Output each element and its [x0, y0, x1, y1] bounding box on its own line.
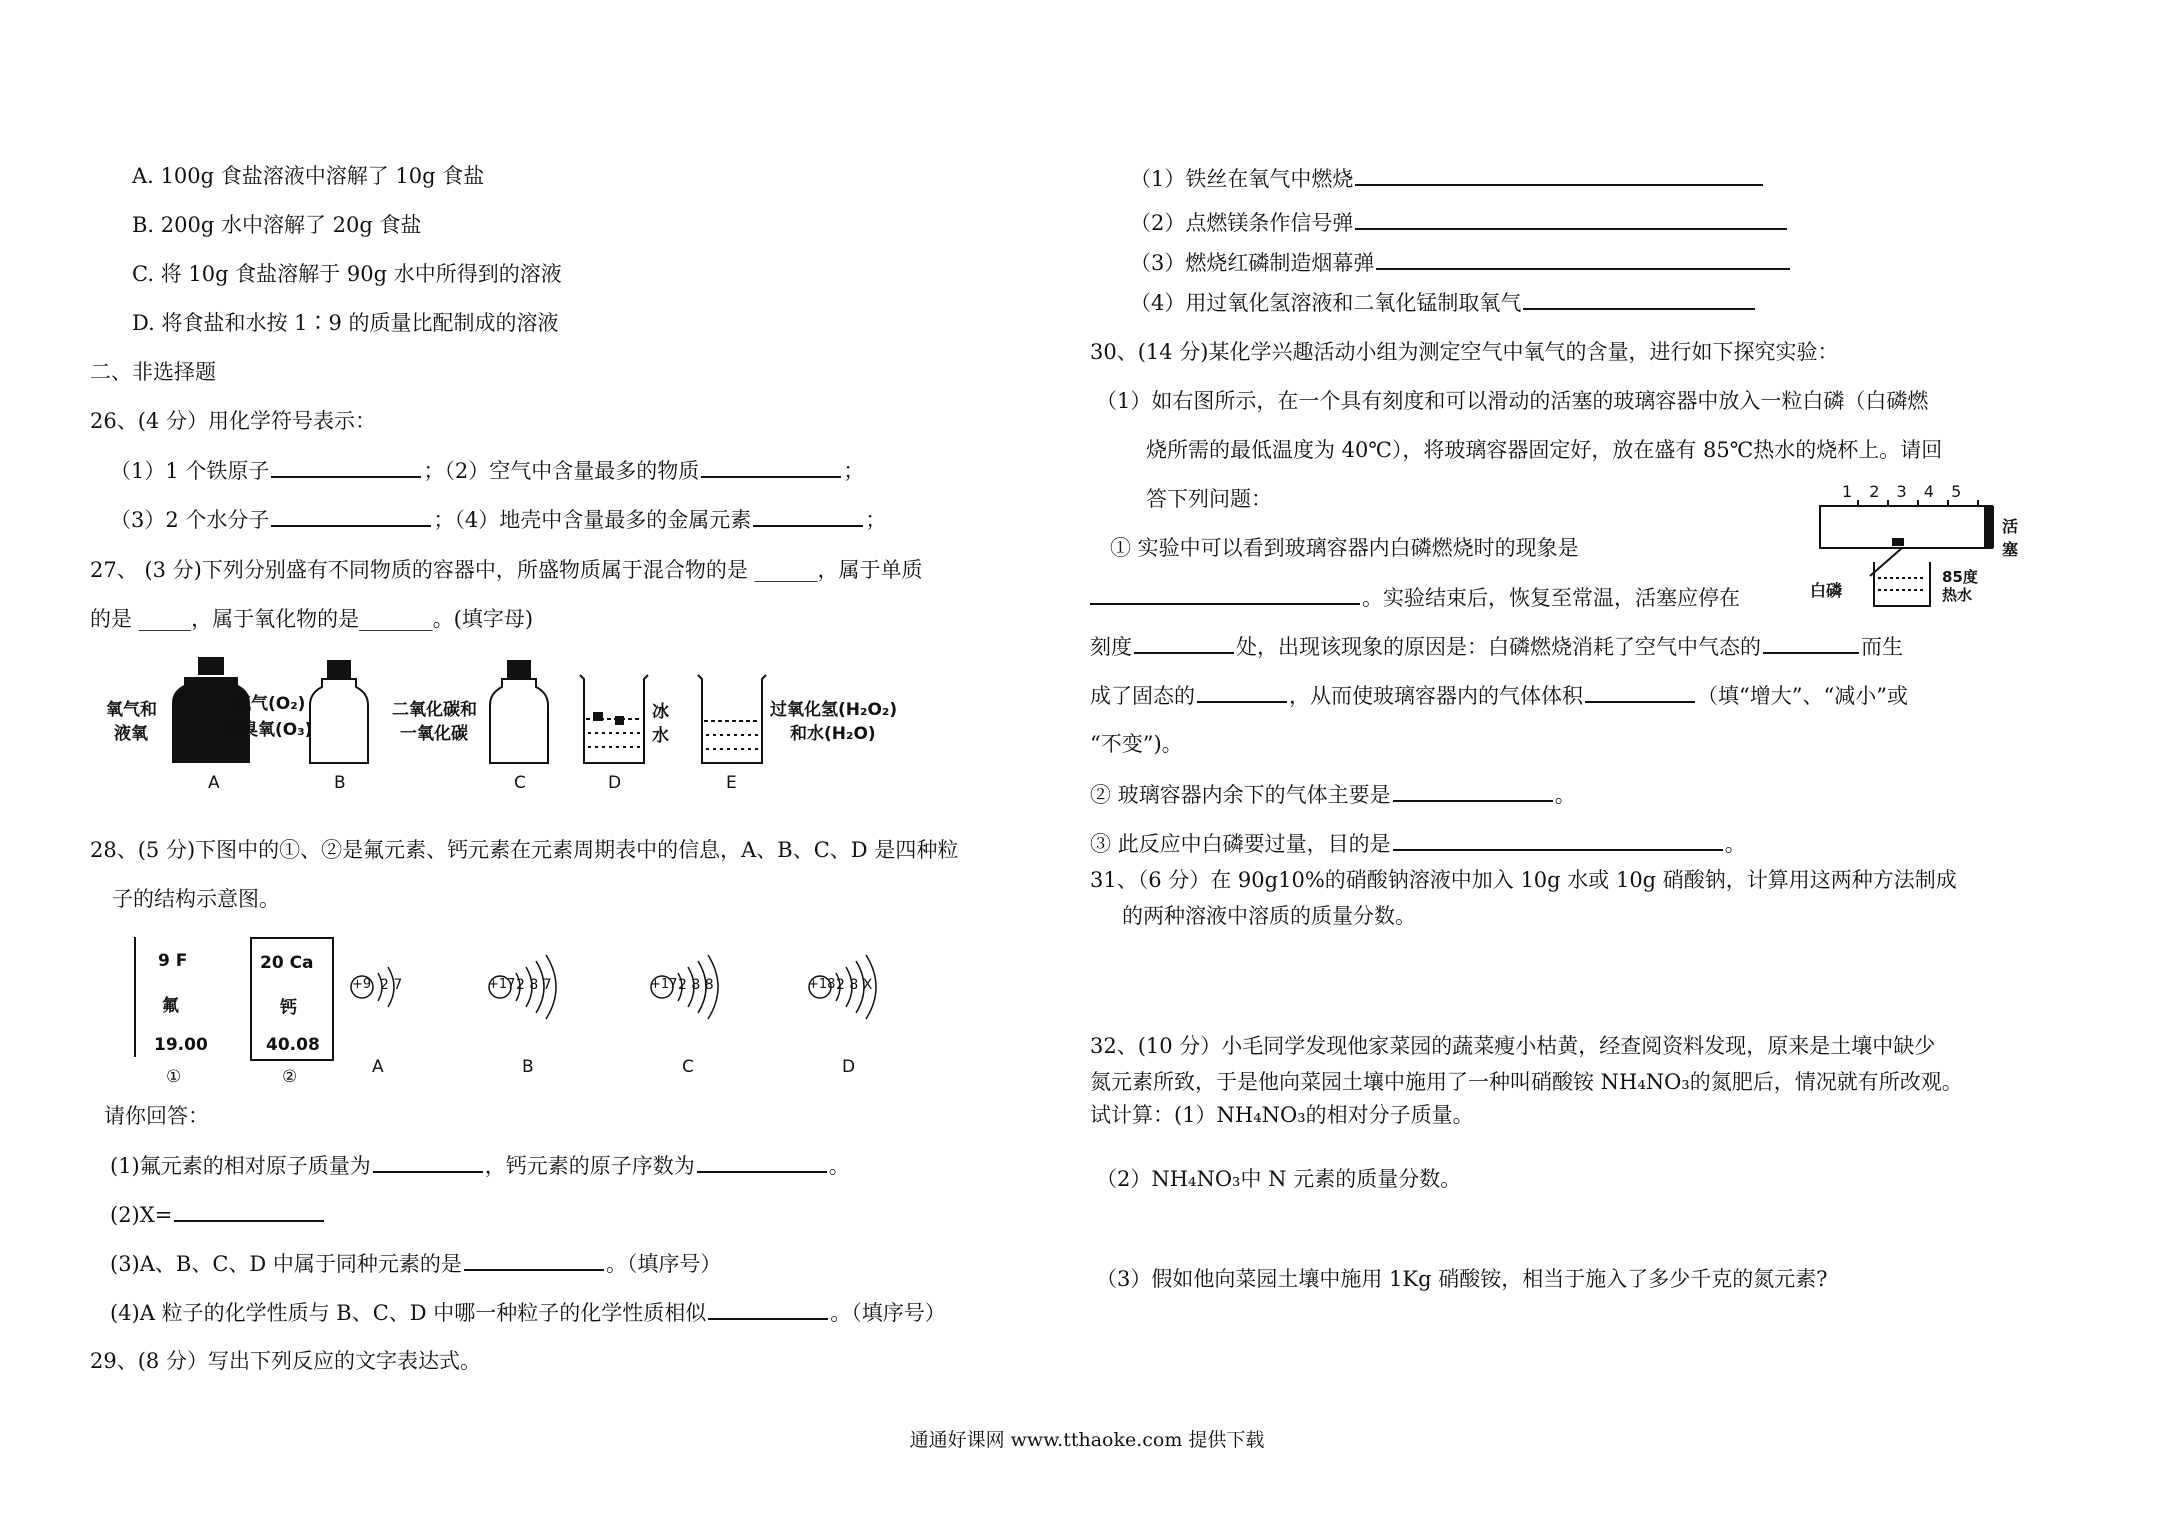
- answer-blank[interactable]: [1393, 829, 1723, 851]
- atom-d-label: D: [842, 1057, 856, 1077]
- atom-d-nucleus: +18: [808, 977, 836, 992]
- beaker-e: [698, 675, 766, 763]
- q30-s1: ① 实验中可以看到玻璃容器内白磷燃烧时的现象是: [1110, 536, 1579, 560]
- q30-s1e: “不变”)。: [1090, 732, 1183, 756]
- answer-blank[interactable]: [1355, 208, 1787, 230]
- cell2-top: 20 Ca: [260, 953, 314, 973]
- q28-a4-text2: 。（填序号）: [830, 1301, 946, 1325]
- q32-line3: 试计算：(1）NH₄NO₃的相对分子质量。: [1090, 1103, 1474, 1127]
- atom-a-nucleus: +9: [352, 977, 372, 992]
- q29-title: 29、(8 分）写出下列反应的文字表达式。: [90, 1349, 481, 1373]
- answer-blank[interactable]: [1523, 288, 1755, 310]
- water-label-1: 85度: [1942, 568, 1978, 586]
- cell1-mass: 19.00: [154, 1035, 208, 1055]
- q26-part3: （3）2 个水分子: [110, 508, 270, 532]
- section-heading: 二、非选择题: [90, 360, 216, 384]
- answer-blank[interactable]: [271, 505, 431, 527]
- apparatus-svg: [1810, 478, 2030, 618]
- q30-title: 30、(14 分)某化学兴趣活动小组为测定空气中氧气的含量，进行如下探究实验：: [1090, 340, 1839, 364]
- container-e-text2: 和水(H₂O): [790, 724, 876, 744]
- container-c-label: C: [514, 773, 526, 793]
- bottle-c: [490, 661, 548, 763]
- q28-figure: [130, 935, 890, 1095]
- q28-ask: 请你回答：: [104, 1104, 209, 1128]
- container-d-label: D: [608, 773, 622, 793]
- q32-line2: 氮元素所致，于是他向菜园土壤中施用了一种叫硝酸铵 NH₄NO₃的氮肥后，情况就有所改观。: [1090, 1070, 1963, 1094]
- q26-part1: （1）1 个铁原子: [110, 459, 270, 483]
- q26-title: 26、(4 分）用化学符号表示：: [90, 409, 376, 433]
- answer-blank[interactable]: [1376, 248, 1790, 270]
- q28-a1-text2: ，钙元素的原子序数为: [484, 1154, 695, 1178]
- container-d-text2: 水: [652, 726, 669, 746]
- q28-line1: 28、(5 分)下图中的①、②是氟元素、钙元素在元素周期表中的信息，A、B、C、D 是四种粒: [90, 838, 959, 862]
- container-b-text2: 和臭氧(O₃): [224, 720, 313, 740]
- q29-item3-text: （3）燃烧红磷制造烟幕弹: [1130, 251, 1375, 275]
- container-b-text1: 氧气(O₂): [234, 694, 306, 714]
- container-a-label: A: [208, 773, 220, 793]
- q30-s1d-line: [1090, 681, 1908, 710]
- answer-blank[interactable]: [708, 1298, 828, 1320]
- q30-s1c-b: 处，出现该现象的原因是：白磷燃烧消耗了空气中气态的: [1236, 635, 1761, 659]
- cell2-num: ②: [282, 1067, 298, 1087]
- beaker-d: [580, 675, 648, 763]
- answer-blank[interactable]: [1134, 632, 1234, 654]
- scale-numbers: 1 2 3 4 5: [1842, 482, 1968, 501]
- q30-s3: [1090, 829, 1746, 858]
- q28-line2: 子的结构示意图。: [112, 887, 280, 911]
- q25-option-c: C. 将 10g 食盐溶解于 90g 水中所得到的溶液: [132, 262, 562, 286]
- cell2-mass: 40.08: [266, 1035, 320, 1055]
- q27-line2: 的是 _____，属于氧化物的是_______。(填字母): [90, 607, 534, 631]
- q30-apparatus-figure: [1810, 478, 2030, 618]
- q31-line2: 的两种溶液中溶质的质量分数。: [1122, 904, 1416, 928]
- q26-line2: [110, 505, 886, 534]
- page-footer: 通通好课网 www.tthaoke.com 提供下载: [909, 1429, 1265, 1451]
- container-e-text1: 过氧化氢(H₂O₂): [770, 700, 898, 720]
- punct: 。: [1724, 832, 1746, 856]
- q30-s3-text: ③ 此反应中白磷要过量，目的是: [1090, 832, 1391, 856]
- container-b-label: B: [334, 773, 346, 793]
- q25-option-b: B. 200g 水中溶解了 20g 食盐: [132, 213, 422, 237]
- piston-label: 活塞: [2002, 517, 2019, 559]
- q25-option-d: D. 将食盐和水按 1∶9 的质量比配制成的溶液: [132, 311, 559, 335]
- q29-item3: [1130, 248, 1792, 277]
- atom-b-shells: 2 8 7: [516, 977, 552, 993]
- q28-a2: [110, 1200, 326, 1229]
- q30-s1c-line: [1090, 632, 1903, 661]
- q27-line1: 27、 (3 分)下列分别盛有不同物质的容器中，所盛物质属于混合物的是 ______，属于单质: [90, 558, 923, 582]
- atom-b-nucleus: +17: [488, 977, 516, 992]
- answer-blank[interactable]: [271, 456, 421, 478]
- atom-a-shells: 2 7: [380, 977, 403, 993]
- container-a-text2: 液氧: [114, 724, 148, 744]
- cell1-num: ①: [166, 1067, 182, 1087]
- atom-c-label: C: [682, 1057, 694, 1077]
- atom-a-label: A: [372, 1057, 384, 1077]
- q26-line1: [110, 456, 864, 485]
- punct: ；: [865, 508, 887, 532]
- q27-containers-figure: [100, 655, 920, 793]
- atom-shells-svg: [130, 935, 890, 1095]
- q28-a2-text: (2)X=: [110, 1203, 173, 1227]
- q28-a1: [110, 1151, 850, 1180]
- q30-s2-text: ② 玻璃容器内余下的气体主要是: [1090, 783, 1391, 807]
- cell1-name: 氟: [162, 996, 179, 1016]
- q30-p1a: （1）如右图所示，在一个具有刻度和可以滑动的活塞的玻璃容器中放入一粒白磷（白磷燃: [1096, 389, 1929, 413]
- container-c-text1: 二氧化碳和: [392, 700, 477, 720]
- answer-blank[interactable]: [701, 456, 841, 478]
- phosphorus-label: 白磷: [1810, 581, 1843, 600]
- atom-c-shells: 2 8 8: [678, 977, 714, 993]
- q30-s2: [1090, 780, 1576, 809]
- answer-blank[interactable]: [753, 505, 863, 527]
- q29-item4-text: （4）用过氧化氢溶液和二氧化锰制取氧气: [1130, 291, 1522, 315]
- q28-a3-text: (3)A、B、C、D 中属于同种元素的是: [110, 1252, 462, 1276]
- q29-item1-text: （1）铁丝在氧气中燃烧: [1130, 167, 1354, 191]
- q29-item2-text: （2）点燃镁条作信号弹: [1130, 211, 1354, 235]
- q32-line5: （3）假如他向菜园土壤中施用 1Kg 硝酸铵，相当于施入了多少千克的氮元素?: [1096, 1267, 1828, 1291]
- q30-s1d-c: （填“增大”、“减小”或: [1697, 684, 1908, 708]
- q26-part2: ；（2）空气中含量最多的物质: [423, 459, 700, 483]
- answer-blank[interactable]: [1393, 780, 1553, 802]
- q30-p1b: 烧所需的最低温度为 40℃），将玻璃容器固定好，放在盛有 85℃热水的烧杯上。请回: [1146, 438, 1943, 462]
- container-c-text2: 一氧化碳: [400, 724, 468, 744]
- q32-line1: 32、(10 分）小毛同学发现他家菜园的蔬菜瘦小枯黄，经查阅资料发现，原来是土壤中缺少: [1090, 1034, 1936, 1058]
- answer-blank[interactable]: [464, 1249, 604, 1271]
- container-d-text1: 冰: [652, 702, 669, 722]
- q28-a1-text: (1)氟元素的相对原子质量为: [110, 1154, 371, 1178]
- q30-s1c-c: 而生: [1861, 635, 1903, 659]
- punct: 。: [828, 1154, 850, 1178]
- cell1-top: 9 F: [158, 951, 188, 971]
- answer-blank[interactable]: [373, 1151, 483, 1173]
- q28-a4: [110, 1298, 946, 1327]
- q26-part4: ；（4）地壳中含量最多的金属元素: [433, 508, 752, 532]
- atom-d-shells: 2 8 X: [836, 977, 873, 993]
- punct: ；: [843, 459, 865, 483]
- answer-blank[interactable]: [174, 1200, 324, 1222]
- q30-s1b-line: [1088, 583, 1740, 612]
- q30-p1c: 答下列问题：: [1146, 487, 1272, 511]
- container-a-text1: 氧气和: [106, 700, 157, 720]
- answer-blank[interactable]: [1763, 632, 1859, 654]
- q28-a3: [110, 1249, 721, 1278]
- q29-item1: [1130, 164, 1765, 193]
- q29-item4: [1130, 288, 1757, 317]
- punct: 。: [1554, 783, 1576, 807]
- answer-blank[interactable]: [1090, 583, 1360, 605]
- atom-b-label: B: [522, 1057, 534, 1077]
- q30-s1d-a: 成了固态的: [1090, 684, 1195, 708]
- answer-blank[interactable]: [1355, 164, 1763, 186]
- q31-line1: 31、（6 分）在 90g10%的硝酸钠溶液中加入 10g 水或 10g 硝酸钠，计算用这两种方法制成: [1090, 868, 1957, 892]
- cell2-name: 钙: [280, 998, 297, 1018]
- answer-blank[interactable]: [1197, 681, 1287, 703]
- bottle-b: [310, 661, 368, 763]
- container-e-label: E: [726, 773, 737, 793]
- answer-blank[interactable]: [697, 1151, 827, 1173]
- q30-s1d-b: ，从而使玻璃容器内的气体体积: [1289, 684, 1583, 708]
- q28-a4-text: (4)A 粒子的化学性质与 B、C、D 中哪一种粒子的化学性质相似: [110, 1301, 707, 1325]
- q25-option-a: A. 100g 食盐溶液中溶解了 10g 食盐: [132, 164, 485, 188]
- atom-c-nucleus: +17: [650, 977, 678, 992]
- q29-item2: [1130, 208, 1789, 237]
- water-label-2: 热水: [1942, 586, 1973, 604]
- q30-s1c-a: 刻度: [1090, 635, 1132, 659]
- q30-s1b-text: 。实验结束后，恢复至常温，活塞应停在: [1362, 586, 1740, 610]
- answer-blank[interactable]: [1585, 681, 1695, 703]
- q32-line4: （2）NH₄NO₃中 N 元素的质量分数。: [1096, 1167, 1462, 1191]
- q28-a3-text2: 。（填序号）: [605, 1252, 722, 1276]
